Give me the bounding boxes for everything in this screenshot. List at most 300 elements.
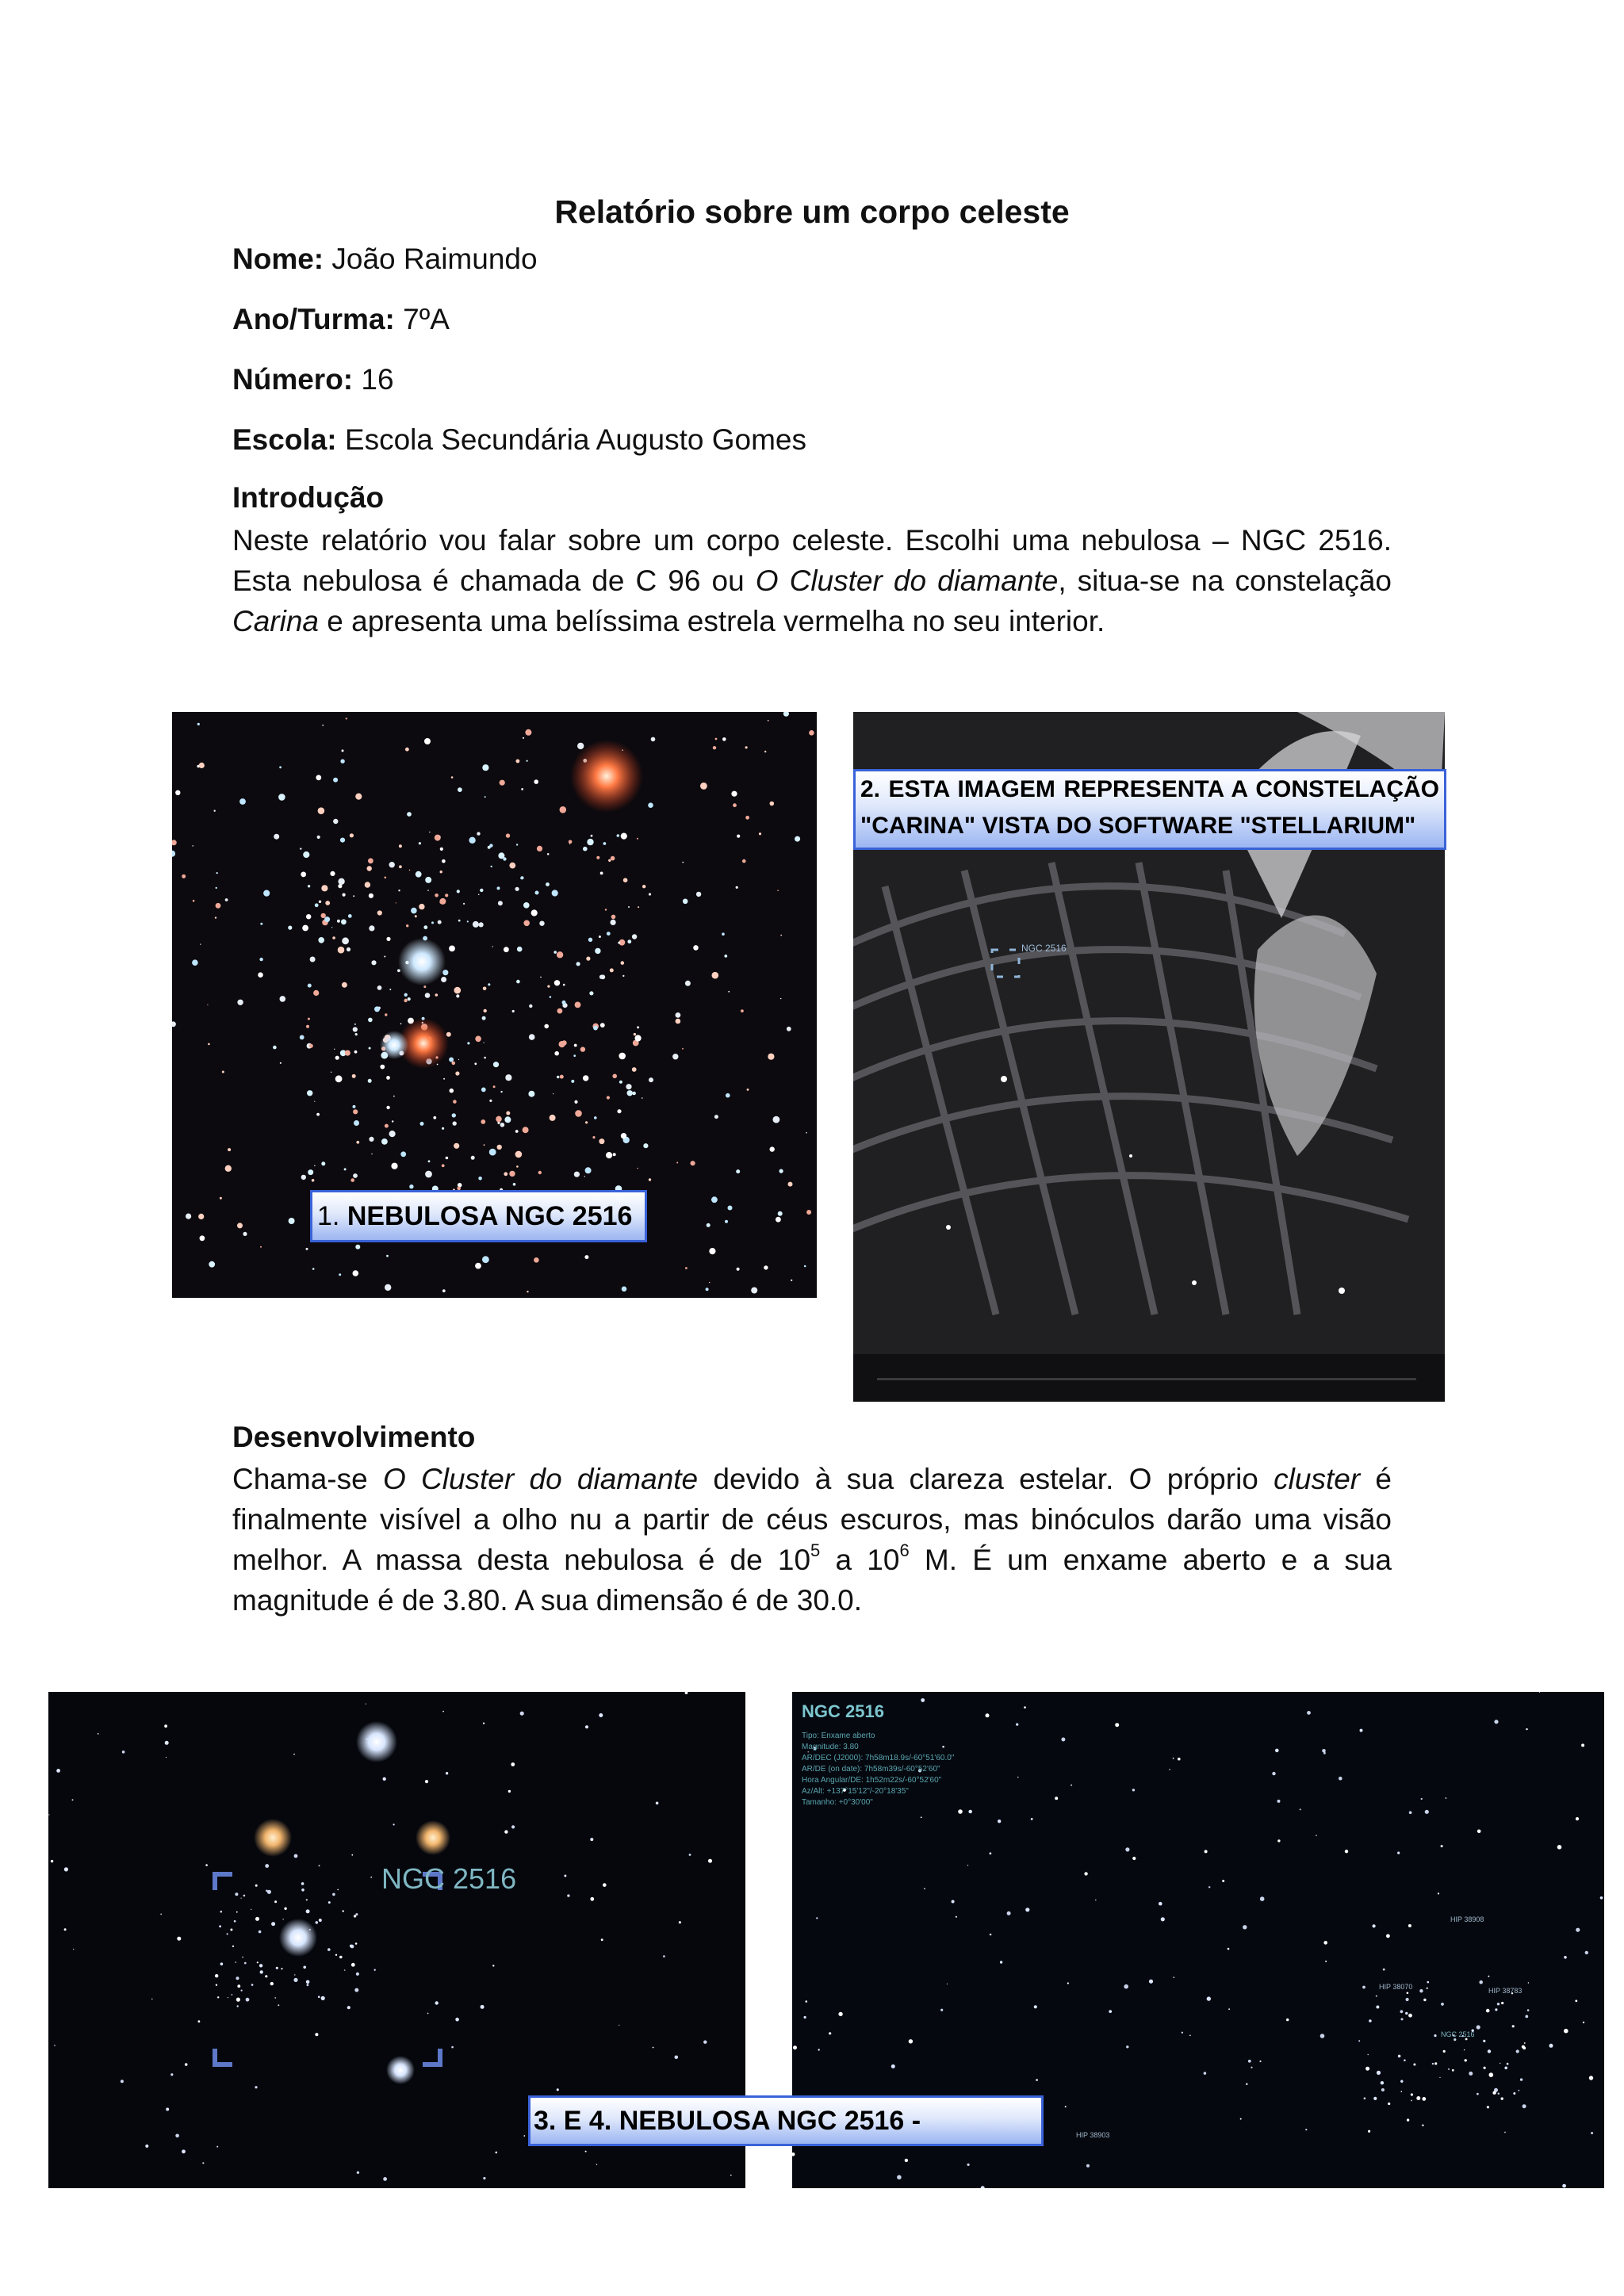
star	[520, 1712, 524, 1716]
star	[354, 1120, 359, 1126]
star	[709, 1282, 710, 1283]
star	[1443, 2050, 1446, 2053]
star	[347, 2006, 350, 2009]
star	[599, 1713, 603, 1717]
star	[1516, 2049, 1519, 2053]
star	[289, 1218, 295, 1224]
star	[1036, 2079, 1038, 2081]
info-line: Az/Alt: +137°15'12"/-20°18'35"	[802, 1787, 909, 1796]
star	[1564, 1956, 1567, 1959]
star	[389, 1131, 396, 1137]
star	[778, 1211, 783, 1216]
star	[404, 999, 407, 1001]
star	[453, 1100, 457, 1104]
star	[1369, 2019, 1372, 2022]
star	[1591, 2132, 1593, 2134]
star	[777, 890, 779, 891]
star	[606, 1152, 612, 1158]
star	[605, 909, 607, 910]
star	[560, 1075, 564, 1079]
star	[368, 1079, 372, 1083]
star	[489, 844, 492, 847]
star	[440, 848, 443, 851]
star	[1323, 1941, 1327, 1945]
star	[506, 833, 510, 837]
star	[280, 996, 286, 1002]
star	[557, 951, 563, 958]
star	[736, 1169, 740, 1173]
star	[1286, 2019, 1289, 2021]
star	[255, 2086, 257, 2088]
ano-value: 7ºA	[403, 303, 450, 335]
info-line: Tipo: Enxame aberto	[802, 1732, 875, 1740]
star	[1189, 2035, 1191, 2037]
star	[340, 760, 344, 763]
star	[617, 1109, 621, 1113]
star	[600, 1023, 605, 1027]
star	[306, 914, 311, 919]
star	[274, 1900, 277, 1903]
star	[458, 787, 462, 792]
star	[335, 1954, 337, 1956]
star	[1316, 1835, 1317, 1836]
star	[369, 925, 374, 931]
star	[440, 871, 442, 873]
star	[683, 899, 688, 905]
star	[595, 948, 600, 954]
star	[618, 942, 620, 944]
star	[608, 859, 611, 862]
star	[1518, 2090, 1519, 2091]
star	[442, 1164, 445, 1167]
star	[428, 1160, 431, 1162]
star	[685, 1267, 688, 1269]
star	[607, 932, 611, 936]
star	[1504, 2132, 1506, 2133]
star	[406, 924, 408, 927]
star	[398, 890, 400, 891]
star	[259, 958, 262, 961]
star	[1132, 1789, 1135, 1791]
star	[736, 886, 738, 889]
star	[1454, 2038, 1456, 2041]
star	[222, 1071, 224, 1073]
star	[405, 748, 409, 752]
star	[804, 1265, 806, 1268]
star	[481, 1088, 486, 1093]
star	[335, 1075, 343, 1082]
star	[634, 1033, 636, 1035]
star	[1408, 1924, 1411, 1927]
star	[258, 972, 263, 978]
star	[489, 1100, 492, 1102]
star	[1441, 2003, 1444, 2006]
star	[1016, 1723, 1018, 1725]
introducao-heading: Introdução	[232, 481, 385, 514]
star	[443, 1078, 445, 1080]
star	[967, 1865, 968, 1866]
star	[591, 835, 593, 837]
star	[354, 1988, 358, 1992]
star	[1398, 2055, 1401, 2058]
star	[546, 882, 550, 886]
star	[369, 894, 373, 898]
star	[538, 1171, 542, 1174]
star	[676, 1019, 681, 1024]
star	[651, 737, 656, 742]
star	[455, 1071, 459, 1075]
star	[1373, 1924, 1376, 1927]
star	[217, 1996, 219, 1998]
star	[236, 1961, 237, 1963]
star	[263, 890, 270, 897]
star	[435, 2001, 439, 2004]
star	[1386, 1934, 1390, 1938]
star	[809, 730, 814, 736]
star	[653, 2047, 654, 2049]
star	[306, 1899, 308, 1900]
star	[1149, 1980, 1153, 1984]
star	[1095, 1900, 1097, 1901]
star	[308, 984, 312, 988]
star	[353, 1173, 358, 1178]
star	[585, 1167, 592, 1173]
star	[407, 812, 412, 817]
star	[435, 835, 441, 841]
star	[369, 1137, 373, 1142]
star	[515, 1130, 519, 1133]
star	[561, 1040, 566, 1045]
star	[274, 1997, 276, 1999]
star	[795, 836, 800, 842]
star	[493, 1085, 496, 1088]
star	[990, 1934, 992, 1936]
star	[1439, 2077, 1440, 2078]
star	[386, 1076, 390, 1080]
star	[1065, 2106, 1067, 2107]
star	[383, 2177, 387, 2181]
star	[368, 858, 373, 863]
star	[198, 2020, 201, 2022]
star	[909, 2039, 913, 2043]
star	[759, 832, 761, 835]
star	[1477, 2025, 1480, 2029]
star	[51, 1860, 53, 1862]
star	[271, 1922, 275, 1926]
star	[232, 1994, 233, 1996]
star	[611, 915, 616, 920]
star	[350, 833, 354, 837]
star	[480, 889, 483, 892]
star	[227, 1933, 228, 1934]
star	[216, 872, 218, 874]
star	[314, 1165, 316, 1167]
star	[230, 1929, 232, 1931]
star	[1362, 1986, 1365, 1989]
star	[225, 1165, 232, 1172]
star	[958, 1809, 963, 1814]
star	[241, 1990, 243, 1992]
star	[1524, 2042, 1526, 2044]
star	[1407, 2118, 1409, 2121]
star	[564, 1875, 566, 1877]
star	[1400, 2010, 1404, 2013]
star	[1585, 1951, 1588, 1954]
star	[1425, 1810, 1429, 1814]
star	[1409, 1811, 1412, 1814]
star	[265, 1975, 267, 1977]
star	[164, 1724, 167, 1728]
star	[1495, 2008, 1497, 2011]
star	[1434, 2034, 1436, 2037]
star	[733, 803, 737, 807]
star	[445, 894, 448, 897]
star	[621, 833, 627, 840]
star	[575, 1110, 582, 1117]
star	[1173, 1758, 1174, 1759]
star	[741, 1009, 744, 1012]
star	[246, 1998, 250, 2002]
star	[419, 904, 424, 909]
star	[192, 845, 193, 847]
star	[482, 1256, 489, 1263]
star	[457, 890, 460, 893]
star	[214, 810, 216, 812]
star	[589, 991, 593, 995]
star	[215, 916, 216, 918]
star	[321, 1161, 325, 1165]
star	[54, 2045, 56, 2046]
star	[1427, 1988, 1428, 1989]
star	[585, 2151, 587, 2152]
star	[452, 1113, 456, 1117]
star	[319, 901, 321, 903]
star	[544, 1024, 549, 1029]
star	[708, 1859, 712, 1863]
star	[791, 1280, 792, 1281]
star	[1368, 2054, 1369, 2055]
star	[1277, 1800, 1281, 1803]
star	[635, 1035, 642, 1041]
star	[1132, 1857, 1136, 1860]
star	[1061, 1738, 1065, 1742]
star	[1408, 2014, 1412, 2018]
star	[1421, 1798, 1423, 1800]
star	[419, 842, 421, 844]
star	[1228, 2008, 1230, 2010]
caption-3: 3. E 4. NEBULOSA NGC 2516 -	[528, 2095, 1044, 2146]
star	[225, 898, 228, 901]
star	[276, 1967, 278, 1969]
star	[806, 1210, 811, 1215]
star	[764, 1265, 768, 1269]
star	[1248, 2060, 1251, 2063]
star	[599, 936, 601, 938]
star	[500, 1091, 502, 1093]
star	[98, 1733, 99, 1735]
star	[220, 1962, 224, 1965]
star	[728, 991, 730, 993]
star	[724, 955, 727, 958]
star	[905, 2159, 908, 2162]
star	[672, 1054, 678, 1059]
star	[234, 1920, 236, 1923]
star	[585, 1121, 588, 1123]
star	[505, 1074, 511, 1081]
star	[527, 1291, 528, 1292]
star	[193, 900, 195, 902]
star	[516, 760, 520, 763]
star	[479, 922, 484, 927]
star	[554, 1051, 559, 1056]
star	[435, 993, 439, 997]
star	[322, 725, 324, 726]
star	[523, 902, 530, 909]
star	[308, 1018, 310, 1020]
star	[611, 920, 616, 925]
star	[1401, 2018, 1404, 2020]
star	[344, 1168, 347, 1170]
star	[351, 1963, 355, 1967]
star	[325, 901, 330, 905]
star	[1325, 1961, 1327, 1962]
star	[255, 1885, 258, 1887]
star	[594, 1116, 597, 1119]
info-line: Magnitude: 3.80	[802, 1743, 859, 1751]
star	[779, 1169, 783, 1173]
star	[404, 993, 408, 997]
star	[182, 874, 186, 878]
star	[433, 1116, 436, 1119]
star	[1204, 2072, 1207, 2075]
star	[1055, 1797, 1058, 1800]
star	[715, 738, 718, 740]
star	[339, 1956, 343, 1959]
star	[1084, 1872, 1087, 1875]
star	[1513, 2092, 1515, 2095]
star	[346, 718, 347, 719]
star	[1071, 1785, 1072, 1786]
star	[730, 2175, 732, 2176]
star	[1358, 2040, 1360, 2042]
star	[550, 1115, 556, 1121]
star	[1486, 2009, 1490, 2013]
star	[351, 1854, 353, 1856]
star	[1109, 2010, 1112, 2013]
star	[998, 1820, 1001, 1823]
star	[1507, 2063, 1509, 2065]
star	[574, 1100, 577, 1104]
star	[596, 856, 599, 859]
star	[493, 1062, 499, 1067]
star	[454, 1143, 459, 1149]
star	[425, 1171, 432, 1178]
star	[1438, 1892, 1439, 1894]
star	[1339, 1777, 1342, 1781]
star	[425, 993, 431, 998]
star	[237, 1223, 243, 1228]
star	[177, 1937, 181, 1941]
numero-label: Número:	[232, 363, 354, 396]
star	[352, 1074, 356, 1078]
star	[1492, 2091, 1496, 2095]
nome-label: Nome:	[232, 243, 324, 275]
star	[354, 1915, 356, 1917]
star	[500, 780, 505, 786]
star	[321, 913, 326, 918]
star	[205, 1864, 208, 1866]
star	[355, 1245, 360, 1249]
star	[603, 1883, 607, 1887]
star	[764, 751, 766, 752]
star	[737, 1268, 740, 1271]
star	[469, 837, 475, 844]
star	[1067, 1982, 1069, 1984]
star	[1498, 2093, 1500, 2095]
star	[165, 1741, 169, 1745]
star	[384, 956, 385, 958]
star	[1275, 1749, 1279, 1753]
star	[584, 1176, 585, 1177]
star	[220, 1197, 222, 1200]
document-title: Relatório sobre um corpo celeste	[554, 193, 1070, 230]
star	[368, 1018, 373, 1023]
star	[580, 1047, 585, 1051]
star	[294, 1974, 295, 1975]
star	[685, 981, 691, 986]
star	[343, 894, 346, 897]
star	[534, 779, 538, 784]
star	[1126, 2045, 1128, 2048]
star	[294, 1854, 298, 1858]
star	[816, 1917, 818, 1919]
star	[1000, 1961, 1002, 1963]
desenvolvimento-paragraph: Chama-se O Cluster do diamante devido à sua clareza estelar. O próprio cluster é finalmente visível a olho nu a partir de céus escuros, mas binóculos darão uma visão melhor. A massa desta nebulosa é de $10^5$ a $10^6$ M. É um enxame aberto e a sua magnitude é de 3.80. A sua dimensão é de 30.0.	[232, 1463, 1392, 1617]
star	[377, 910, 382, 915]
star	[310, 957, 316, 962]
star	[483, 1723, 485, 1724]
escola-label: Escola:	[232, 423, 337, 456]
star	[722, 932, 725, 936]
star	[1575, 1999, 1577, 2002]
star	[713, 746, 716, 749]
star	[643, 1143, 648, 1148]
star	[709, 1248, 715, 1254]
star	[228, 1148, 231, 1151]
star	[1376, 2006, 1379, 2009]
star	[1488, 1976, 1489, 1977]
star	[458, 920, 461, 922]
star	[458, 1183, 462, 1188]
star	[1115, 1723, 1119, 1727]
caption-1: 1. NEBULOSA NGC 2516	[310, 1190, 647, 1242]
star	[1583, 2022, 1584, 2023]
star	[1465, 2059, 1467, 2061]
star	[515, 887, 519, 891]
star	[1208, 1886, 1210, 1888]
star	[332, 936, 335, 939]
star	[484, 1009, 487, 1012]
star	[197, 723, 200, 725]
star	[467, 1042, 469, 1044]
star	[768, 1054, 774, 1060]
star	[1373, 2097, 1377, 2100]
star	[649, 1178, 651, 1181]
star	[481, 2005, 485, 2009]
star	[219, 1925, 221, 1927]
star	[517, 947, 523, 952]
hip-label-3: HIP 38783	[1488, 1987, 1522, 1995]
